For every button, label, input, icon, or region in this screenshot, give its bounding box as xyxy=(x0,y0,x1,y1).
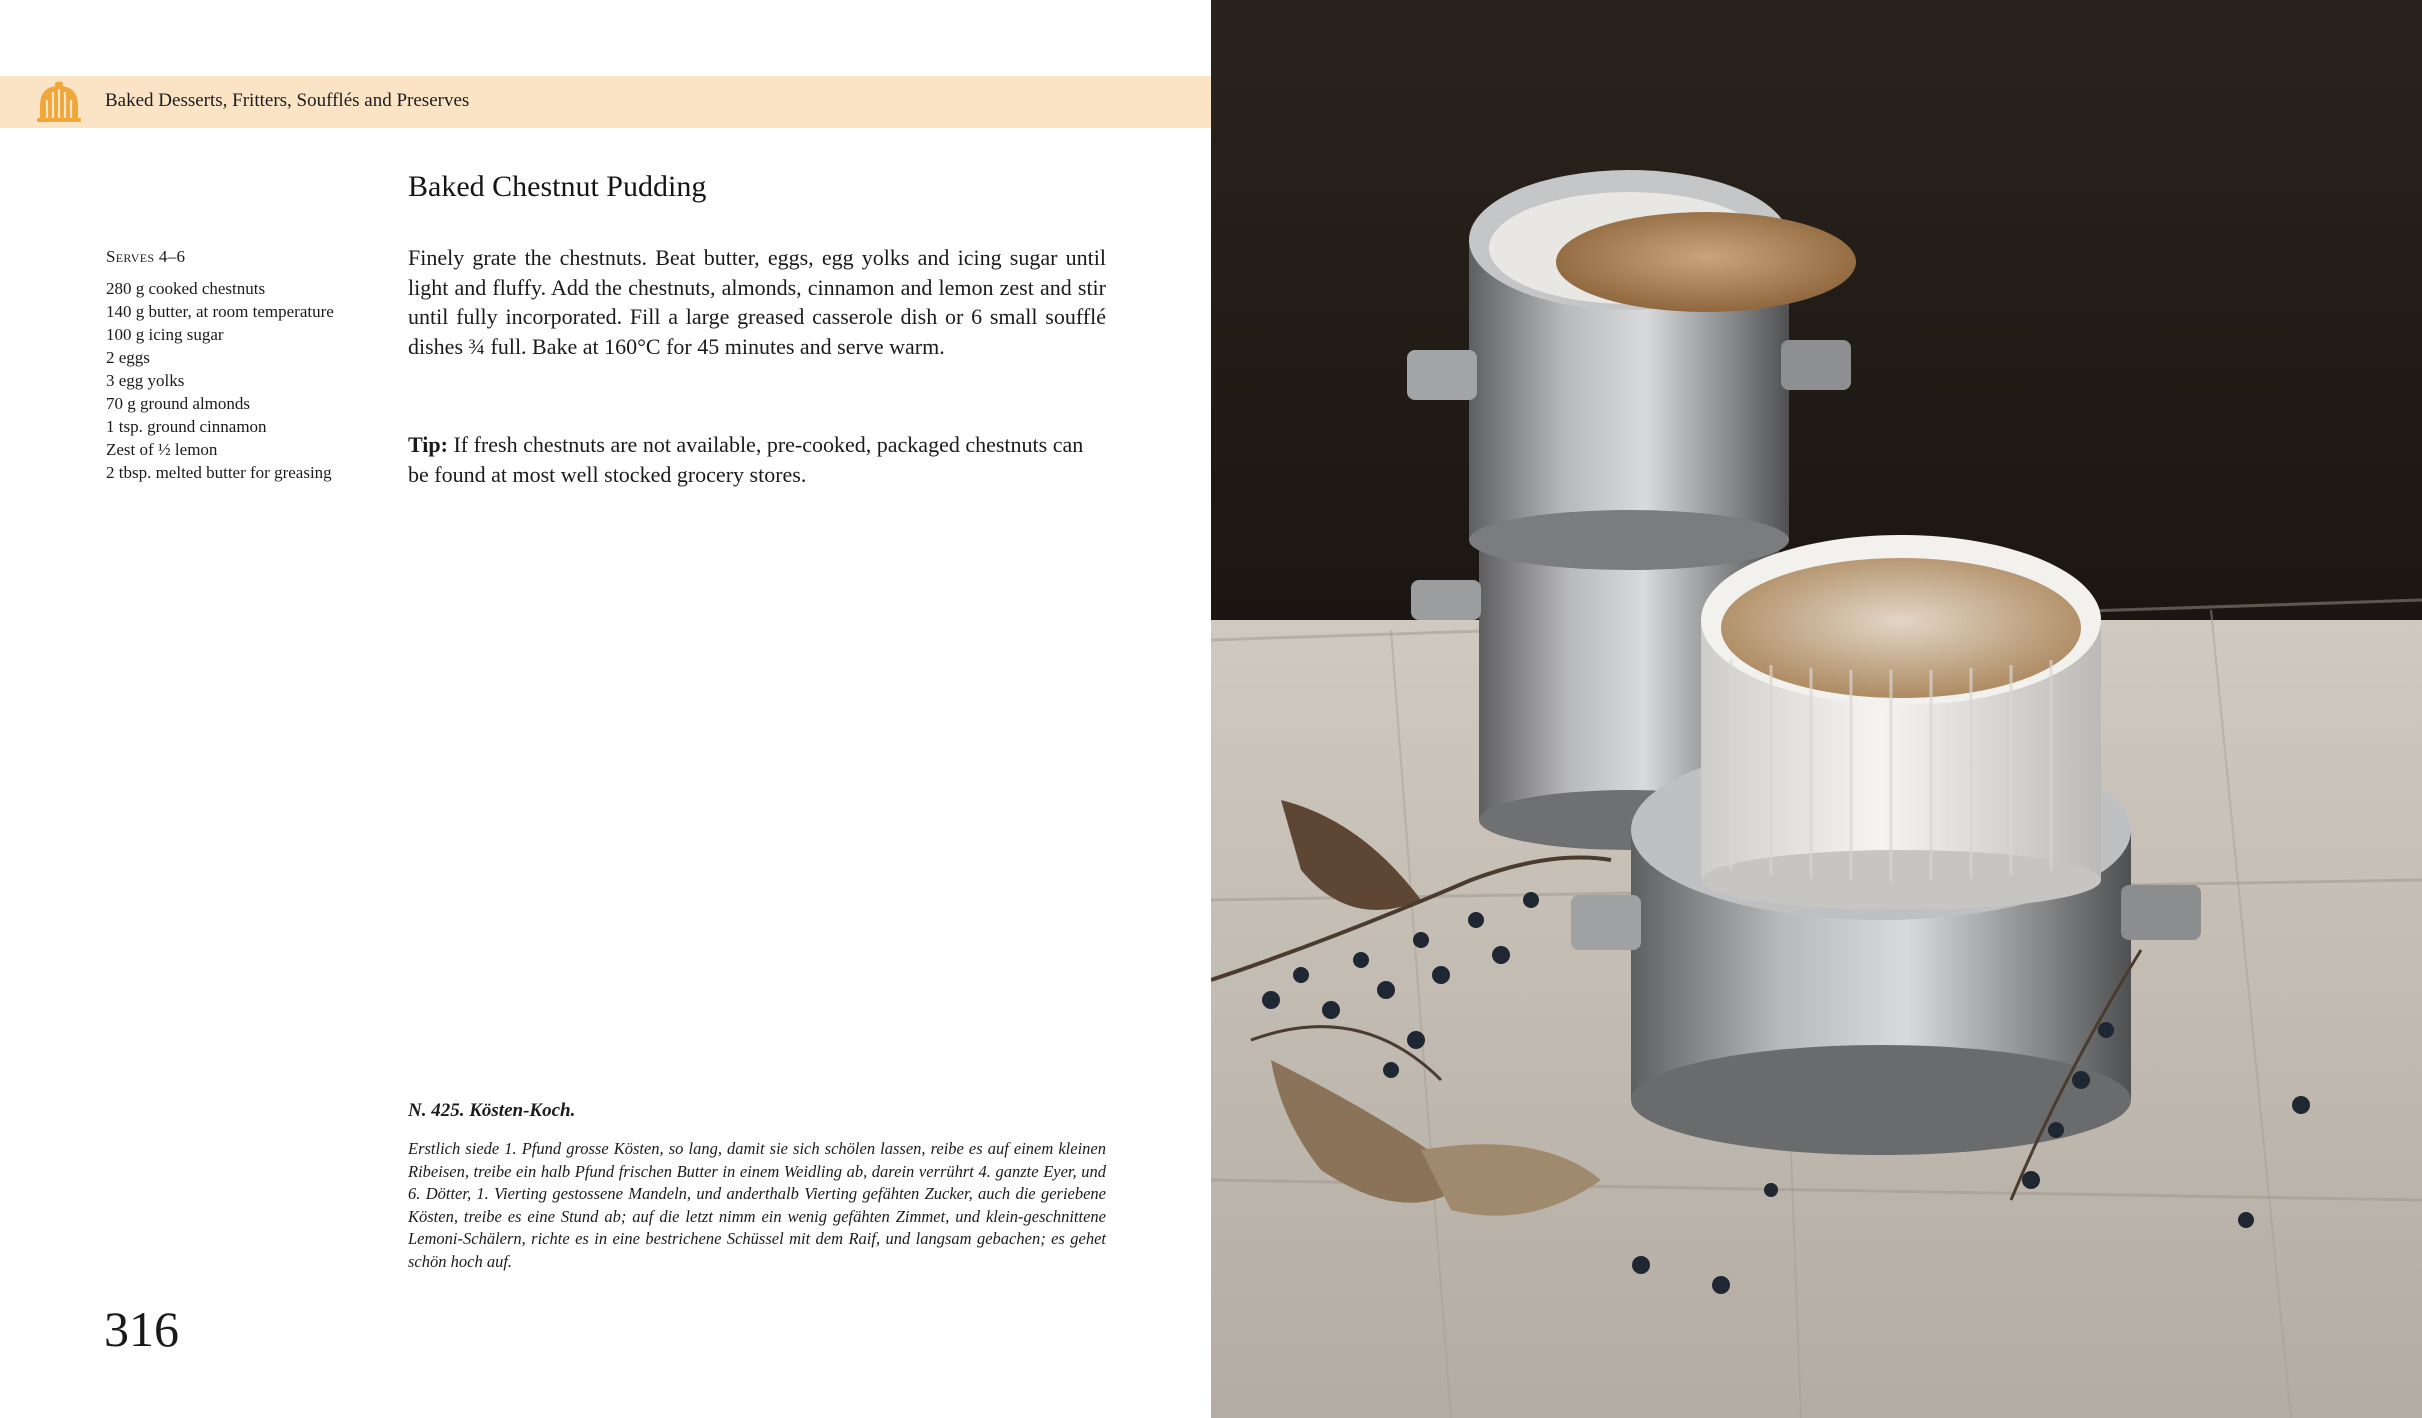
tip-text: If fresh chestnuts are not available, pre-cooked, packaged chestnuts can be found at most well stocked grocery stores. xyxy=(408,432,1084,487)
ingredient-item: 1 tsp. ground cinnamon xyxy=(106,417,267,436)
ingredient-item: 280 g cooked chestnuts xyxy=(106,279,266,298)
ingredient-item: 140 g butter, at room temperature xyxy=(106,302,334,321)
tip-paragraph xyxy=(408,430,1106,489)
ingredient-item: 3 egg yolks xyxy=(106,371,185,390)
pudding-photo xyxy=(1211,0,2422,1418)
ingredient-item: Zest of ½ lemon xyxy=(106,440,218,459)
tip-label: Tip: xyxy=(408,432,448,457)
ingredient-item: 100 g icing sugar xyxy=(106,325,224,344)
original-recipe-text: Erstlich siede 1. Pfund grosse Kösten, so lang, damit sie sich schölen lassen, reibe es auf einem kleinen Ribeisen, treibe ein halb Pfund frischen Butter in einem Weidling ab, darein verrührt 4. ganzte Eyer, und 6. Dötter, 1. Vierting gestossene Mandeln, und anderthalb Vierting gefähten Zucker, auch die geriebene Kösten, treibe es eine Stund ab; auf die letzt nimm ein wenig gefähten Zimmet, und klein-geschnittene Lemoni-Schälern, richte es in eine bestrichene Schüssel mit dem Raif, und langsam gebachen; es gehet schön hoch auf. xyxy=(408,1139,1106,1271)
photo-illustration xyxy=(1211,0,2422,1418)
ingredient-item: 2 tbsp. melted butter for greasing xyxy=(106,463,332,482)
ingredients-panel xyxy=(106,247,396,484)
jelly-mould-icon xyxy=(36,80,82,124)
ingredient-list xyxy=(106,277,396,484)
page-number: 316 xyxy=(104,1301,179,1357)
ingredient-item: 70 g ground almonds xyxy=(106,394,251,413)
section-title: Baked Desserts, Fritters, Soufflés and Preserves xyxy=(105,90,470,111)
serves-label: Serves 4–6 xyxy=(106,247,186,266)
original-recipe-title: N. 425. Kösten-Koch. xyxy=(408,1100,576,1121)
method-text: Finely grate the chestnuts. Beat butter, eggs, egg yolks and icing sugar until light and fluffy. Add the chestnuts, almonds, cinnamon and lemon zest and stir until fully incorporated. Fill a large greased casserole dish or 6 small soufflé dishes ¾ full. Bake at 160°C for 45 minutes and serve warm. xyxy=(408,245,1106,359)
chapter-header xyxy=(0,76,1211,128)
recipe-title: Baked Chestnut Pudding xyxy=(408,170,707,203)
ingredient-item: 2 eggs xyxy=(106,348,150,367)
